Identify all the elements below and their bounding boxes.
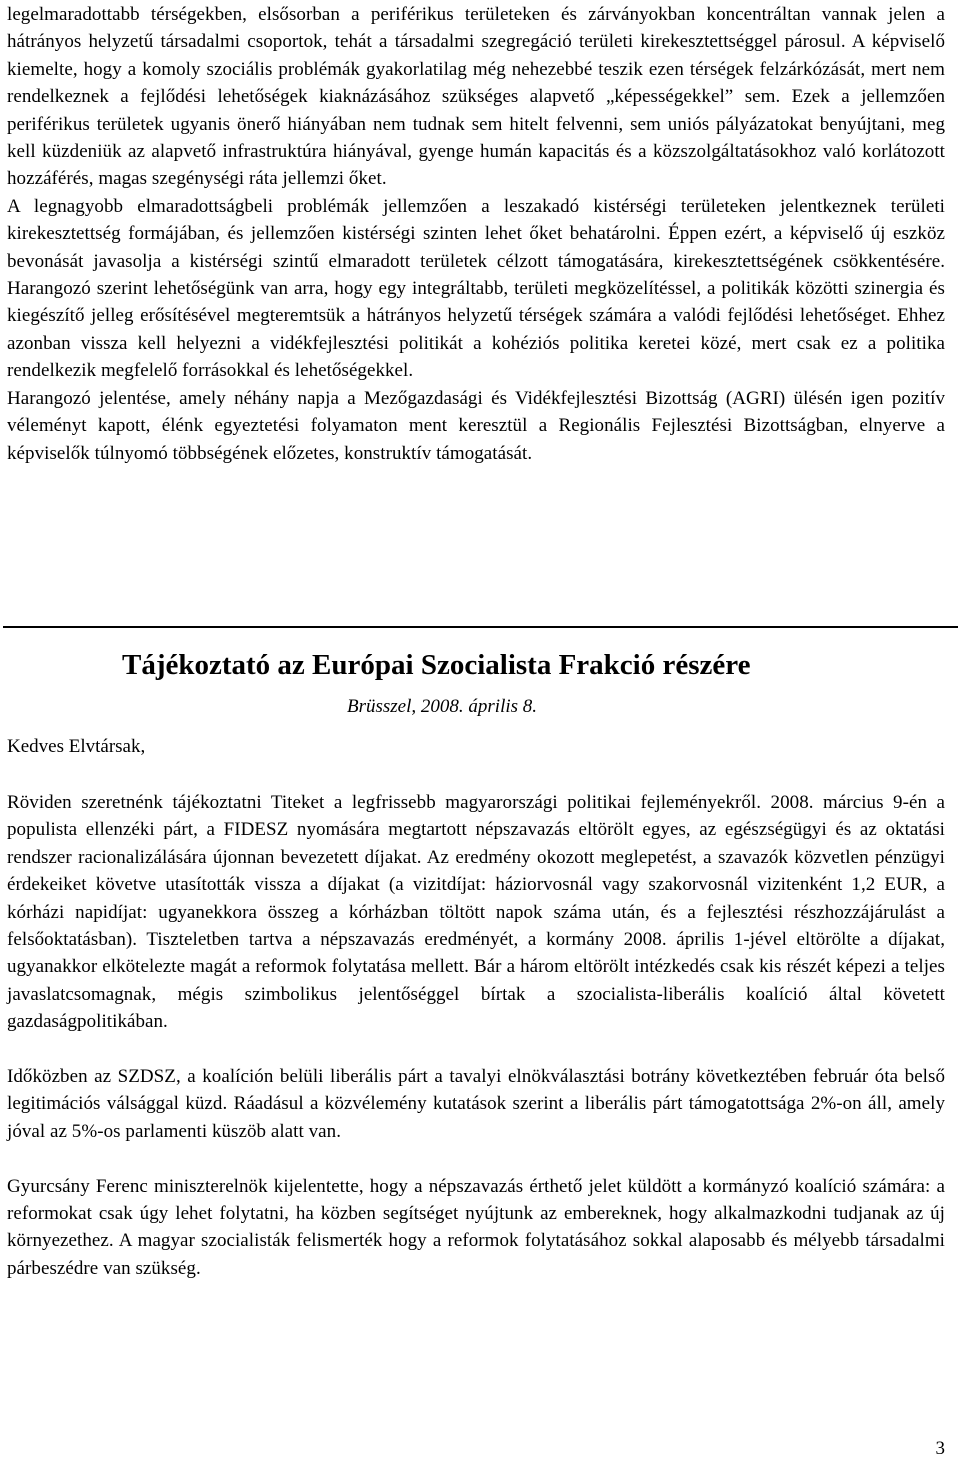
page-number: 3 — [935, 1438, 945, 1459]
paragraph-referendum: Röviden szeretnénk tájékoztatni Titeket a legfrissebb magyarországi politikai fejleményekről. 2008. március 9-én a populista ellenzéki párt, a FIDESZ nyomására megtartott népszavazás eltörölt egyes, az egészségügyi és az oktatási rendszer racionalizálására újonnan bevezetett díjakat. Az eredmény okozott meglepetést, a szavazók közvetlen pénzügyi érdekeiket követve utasították vissza a díjakat (a vizitdíjat: háziorvosnál vagy szakorvosnál vizitenként 1,2 EUR, a kórházi napidíjat: ugyanekkora összeg a kórházban töltött napok száma után, és a fejlesztési részhozzájárulást a felsőoktatásban). Tiszteletben tartva a népszavazás eredményét, a kormány 2008. április 1-jével eltörölte a díjakat, ugyanakkor elkötelezte magát a reformok folytatása mellett. Bár a három eltörölt intézkedés csak kis részét képezi a teljes javaslatcsomagnak, mégis szimbolikus jelentőséggel bírtak a szocialista-liberális koalíció által követett gazdaságpolitikában. — [7, 792, 945, 1033]
document-page — [7, 0, 945, 467]
paragraph-gap — [7, 1036, 945, 1063]
paragraph-gap — [7, 1145, 945, 1172]
paragraph-pm-statement: Gyurcsány Ferenc miniszterelnök kijelentette, hogy a népszavazás érthető jelet küldött a kormányzó koalíció számára: a reformokat csak úgy lehet folytatni, ha közben segítséget nyújtunk az embereknek, hogy alkalmazkodni tudjanak az új környezethez. A magyar szocialisták felismerték hogy a reformok folytatásához sokkal alaposabb és mélyebb társadalmi párbeszédre van szükség. — [7, 1175, 945, 1279]
salutation: Kedves Elvtársak, — [7, 736, 146, 757]
letter-body — [7, 789, 945, 1282]
horizontal-rule — [3, 626, 958, 628]
dateline: Brüsszel, 2008. április 8. — [347, 696, 538, 717]
paragraph-subregional-problems: A legnagyobb elmaradottságbeli problémák jellemzően a leszakadó kistérségi területeken jelentkeznek területi kirekesztettség formájában, és jellemzően kistérségi szinten lehet őket behatárolni. Éppen ezért, a képviselő új eszköz bevonását javasolja a kistérségi szintű elmaradott területek célzott támogatására, kirekesztettségének csökkentésére. Harangozó szerint lehetőségünk van arra, hogy egy integráltabb, területi megközelítéssel, a politikák közötti szinergia és kiegészítő jelleg erősítésével megteremtsük a hátrányos helyzetű térségek számára a valódi fejlődési lehetőséget. Ehhez azonban vissza kell helyezni a vidékfejlesztési politikát a kohéziós politika keretei közé, mert csak ez a politika rendelkezik megfelelő forrásokkal és lehetőségekkel. — [7, 195, 945, 382]
paragraph-social-exclusion: legelmaradottabb térségekben, elsősorban a periférikus területeken és zárványokban koncentráltan vannak jelen a hátrányos helyzetű társadalmi csoportok, tehát a társadalmi szegregáció területi kirekesztettséggel párosul. A képviselő kiemelte, hogy a komoly szociális problémák gyakorlatilag még nehezebbé teszik ezen térségek felzárkózását, mert nem rendelkeznek a fejlődési lehetőségek kiaknázásához szükséges alapvető „képességekkel” sem. Ezek a jellemzően periférikus területek ugyanis önerő hiányában nem tudnak sem hitelt felvenni, sem uniós pályázatokat benyújtani, meg kell küzdeniük az alapvető infrastruktúra hiányával, gyenge humán kapacitás és a közszolgáltatásokhoz való korlátozott hozzáférés, magas szegénységi ráta jellemzi őket. — [7, 4, 945, 190]
section-title: Tájékoztató az Európai Szocialista Frakció részére — [122, 649, 751, 681]
paragraph-report-reception: Harangozó jelentése, amely néhány napja a Mezőgazdasági és Vidékfejlesztési Bizottság (AGRI) ülésén igen pozitív véleményt kapott, élénk egyeztetési folyamaton ment keresztül a Regionális Fejlesztési Bizottságban, elnyerve a képviselők túlnyomó többségének előzetes, konstruktív támogatását. — [7, 387, 945, 464]
paragraph-szdsz-crisis: Időközben az SZDSZ, a koalíción belüli liberális párt a tavalyi elnökválasztási botrány következtében február óta belső legitimációs válsággal küzd. Ráadásul a közvélemény kutatások szerint a liberális párt támogatottsága 2%-on áll, amely jóval az 5%-os parlamenti küszöb alatt van. — [7, 1066, 945, 1142]
